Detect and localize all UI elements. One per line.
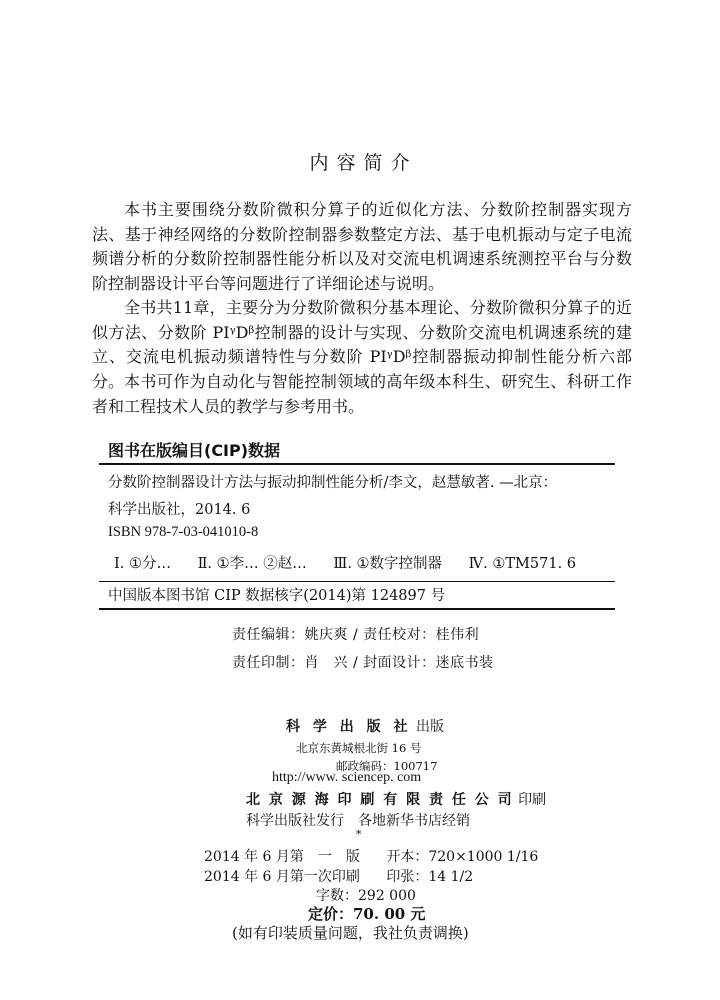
page-title: 内 容 简 介 <box>309 152 411 174</box>
staff-production: 责任印制：肖 兴 / 封面设计：迷底书装 <box>232 655 494 671</box>
cip-class-2: Ⅱ. ①李… ②赵… <box>197 556 307 572</box>
publisher-address: 北京东黄城根北街 16 号 <box>296 741 422 755</box>
price: 定价：70. 00 元 <box>308 905 426 923</box>
printer-suffix: 印刷 <box>518 792 547 808</box>
publisher-line <box>286 716 444 736</box>
separator-star: * <box>356 828 362 841</box>
summary-paragraph-1: 本书主要围绕分数阶微积分算子的近似化方法、分数阶控制器实现方法、基于神经网络的分数阶控制器参数整定方法、基于电机振动与定子电流频谱分析的分数阶控制器性能分析以及对交流电机调速系统测控平台与分数阶控制器设计平台等问题进行了详细论述与说明。 <box>92 200 632 293</box>
quality-note: (如有印装质量问题，我社负责调换) <box>232 924 469 942</box>
book-format: 开本：720×1000 1/16 <box>386 849 539 865</box>
distribution-line: 科学出版社发行 各地新华书店经销 <box>246 813 470 829</box>
publisher-url: http://www. sciencep. com <box>272 770 422 785</box>
cip-classification <box>114 552 576 573</box>
cip-mid-rule <box>99 581 615 582</box>
cip-class-3: Ⅲ. ①数字控制器 <box>333 556 443 572</box>
publisher-postcode: 邮政编码：100717 <box>336 759 438 773</box>
cip-top-rule <box>99 463 615 465</box>
cip-class-1: Ⅰ. ①分… <box>114 556 171 572</box>
cip-isbn: ISBN 978-7-03-041010-8 <box>108 524 259 540</box>
staff-editors: 责任编辑：姚庆爽 / 责任校对：桂伟利 <box>232 627 480 643</box>
summary-paragraph-2: 全书共11章，主要分为分数阶微积分基本理论、分数阶微积分算子的近似方法、分数阶 PIᵞDᵝ控制器的设计与实现、分数阶交流电机调速系统的建立、交流电机振动频谱特性与分数阶 PIᵞDᵝ控制器振动抑制性能分析六部分。 <box>92 298 632 391</box>
cip-heading: 图书在版编目(CIP)数据 <box>108 441 281 460</box>
print-date: 2014 年 6 月第一次印刷 <box>204 869 360 885</box>
print-line <box>204 866 473 886</box>
edition-date: 2014 年 6 月第 一 版 <box>204 849 360 865</box>
cip-publisher-line: 科学出版社，2014. 6 <box>108 502 251 518</box>
word-count: 字数：292 000 <box>316 888 416 904</box>
cip-class-4: Ⅳ. ①TM571. 6 <box>468 556 577 572</box>
print-sheets: 印张：14 1/2 <box>386 869 474 885</box>
publisher-suffix: 出版 <box>415 719 444 735</box>
summary-paragraph-3: 本书可作为自动化与智能控制领域的高年级本科生、研究生、科研工作者和工程技术人员的教学与参考用书。 <box>92 372 632 416</box>
printer-name: 北 京 源 海 印 刷 有 限 责 任 公 司 <box>246 792 514 808</box>
cip-record: 中国版本图书馆 CIP 数据核字(2014)第 124897 号 <box>108 588 446 604</box>
edition-line <box>204 846 538 866</box>
cip-bottom-rule <box>99 608 615 610</box>
cip-title-line: 分数阶控制器设计方法与振动抑制性能分析/李文，赵慧敏著. —北京： <box>108 475 558 491</box>
publisher-name: 科 学 出 版 社 <box>286 719 412 735</box>
printer-line <box>246 789 546 809</box>
